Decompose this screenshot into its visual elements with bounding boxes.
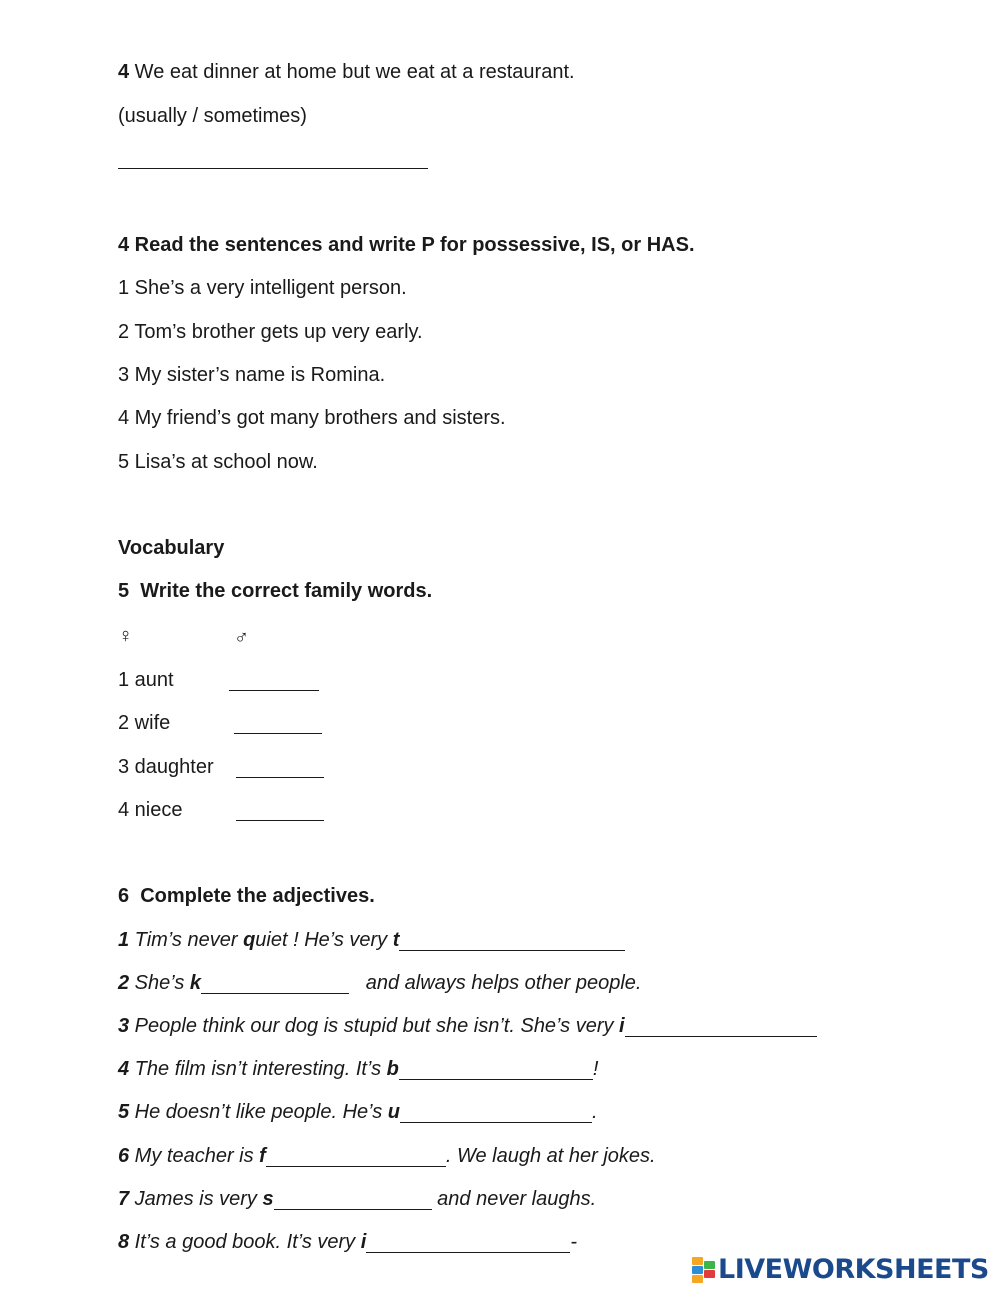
ex6-item-4-number: 4 — [118, 1058, 130, 1080]
ex6-item-2-first-letter: k — [189, 972, 202, 994]
ex6-item-1-number: 1 — [118, 929, 130, 951]
ex6-item-5-post: . — [592, 1101, 598, 1123]
ex6-item-6 — [118, 1144, 656, 1168]
ex5-word-2: 2 wife — [118, 712, 171, 734]
ex6-item-4-text: The film isn’t interesting. It’s — [129, 1058, 387, 1080]
ex6-item-1-text-cont: uiet ! He’s very — [255, 929, 393, 951]
ex6-answer-8[interactable] — [366, 1232, 570, 1253]
ex6-item-1-first-letter: t — [392, 929, 400, 951]
ex3-item-4-number: 4 — [118, 61, 130, 83]
ex4-item-5: 5 Lisa’s at school now. — [118, 451, 318, 473]
ex6-item-7-first-letter: s — [262, 1188, 274, 1210]
ex6-item-5-number: 5 — [118, 1101, 130, 1123]
ex6-item-2 — [118, 971, 641, 995]
ex4-item-3: 3 My sister’s name is Romina. — [118, 364, 386, 386]
ex6-answer-5[interactable] — [400, 1102, 592, 1123]
ex4-title: 4 Read the sentences and write P for possessive, IS, or HAS. — [118, 234, 695, 256]
liveworksheets-logo — [692, 1256, 989, 1284]
ex6-answer-4[interactable] — [399, 1059, 593, 1080]
ex4-item-2: 2 Tom’s brother gets up very early. — [118, 321, 423, 343]
ex6-item-7-post: and never laughs. — [431, 1188, 597, 1210]
ex5-answer-2[interactable] — [234, 713, 322, 734]
ex5-title: 5 Write the correct family words. — [118, 580, 433, 602]
ex3-item-4-sentence: We eat dinner at home but we eat at a restaurant. — [129, 61, 575, 83]
ex6-item-6-first-letter: f — [259, 1145, 266, 1167]
ex6-item-3-text: People think our dog is stupid but she isn’t. She’s very — [129, 1015, 620, 1037]
ex6-item-5 — [118, 1100, 598, 1124]
ex5-word-4: 4 niece — [118, 799, 183, 821]
ex6-item-1-text: Tim’s never — [129, 929, 244, 951]
ex6-answer-3[interactable] — [625, 1016, 817, 1037]
ex6-answer-6[interactable] — [266, 1146, 446, 1167]
ex6-item-5-first-letter: u — [387, 1101, 401, 1123]
ex6-answer-7[interactable] — [274, 1189, 432, 1210]
ex6-answer-2[interactable] — [201, 973, 349, 994]
ex6-item-8-text: It’s a good book. It’s very — [129, 1231, 361, 1253]
vocabulary-heading: Vocabulary — [118, 537, 225, 559]
male-symbol: ♂ — [234, 627, 249, 649]
ex6-item-1-bold-letter: q — [243, 929, 256, 951]
female-symbol: ♀ — [118, 625, 133, 647]
ex6-item-8-number: 8 — [118, 1231, 130, 1253]
ex3-item-4-hint: (usually / sometimes) — [118, 105, 307, 127]
ex6-item-7 — [118, 1187, 596, 1211]
ex6-item-8-first-letter: i — [360, 1231, 367, 1253]
ex3-item-4 — [118, 60, 575, 84]
ex6-item-2-post: and always helps other people. — [349, 972, 642, 994]
ex3-item-4-answer[interactable] — [118, 148, 428, 169]
ex6-item-5-text: He doesn’t like people. He’s — [129, 1101, 388, 1123]
ex5-answer-4[interactable] — [236, 800, 324, 821]
ex5-word-3: 3 daughter — [118, 756, 214, 778]
ex6-item-3-number: 3 — [118, 1015, 130, 1037]
ex6-item-3-first-letter: i — [619, 1015, 625, 1037]
ex6-item-8-post: - — [570, 1231, 577, 1253]
ex4-item-1: 1 She’s a very intelligent person. — [118, 277, 407, 299]
ex6-item-8 — [118, 1230, 577, 1254]
ex6-item-6-post: . We laugh at her jokes. — [445, 1145, 656, 1167]
ex6-item-2-number: 2 — [118, 972, 130, 994]
ex6-item-2-text: She’s — [129, 972, 190, 994]
ex6-item-4-post: ! — [592, 1058, 599, 1080]
ex6-answer-1[interactable] — [399, 930, 625, 951]
ex5-word-1: 1 aunt — [118, 669, 174, 691]
ex6-item-6-number: 6 — [118, 1145, 130, 1167]
ex6-item-4 — [118, 1057, 598, 1081]
liveworksheets-mark-icon — [692, 1257, 716, 1283]
ex6-item-7-number: 7 — [118, 1188, 130, 1210]
ex5-answer-1[interactable] — [229, 670, 319, 691]
ex5-answer-3[interactable] — [236, 757, 324, 778]
ex6-item-1 — [118, 928, 625, 952]
liveworksheets-wordmark: LIVEWORKSHEETS — [718, 1254, 989, 1285]
ex6-item-4-first-letter: b — [386, 1058, 399, 1080]
ex6-item-7-text: James is very — [129, 1188, 263, 1210]
ex6-item-3 — [118, 1014, 817, 1038]
ex4-item-4: 4 My friend’s got many brothers and sisters. — [118, 407, 506, 429]
ex6-title: 6 Complete the adjectives. — [118, 885, 375, 907]
ex6-item-6-text: My teacher is — [129, 1145, 260, 1167]
